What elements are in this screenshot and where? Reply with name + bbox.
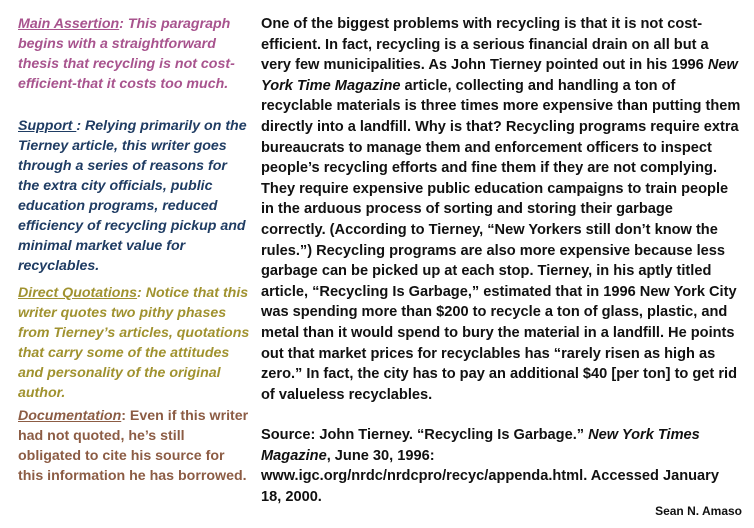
annotation-column: [18, 14, 250, 486]
note-label-support: Support: [18, 118, 77, 134]
note-text-main-assertion: : This paragraph begins with a straightforward thesis that recycling is not cost-efficient-that it costs too much.: [18, 16, 235, 92]
essay-text-part1: One of the biggest problems with recycling is that it is not cost-efficient. In fact, recycling is a serious financial drain on all but a very few municipalities. As John Tierney pointed out in his 1996: [261, 16, 709, 74]
source-suffix: , June 30, 1996: www.igc.org/nrdc/nrdcpro/recyc/appenda.html. Accessed January 18, 2000.: [261, 447, 719, 506]
note-text-direct-quotations: : Notice that this writer quotes two pithy phases from Tierney’s articles, quotations that carry some of the attitudes and personality of the original author.: [18, 285, 250, 401]
source-prefix: Source: John Tierney. “Recycling Is Garbage.”: [261, 427, 589, 444]
note-documentation: [18, 406, 250, 486]
note-text-documentation: : Even if this writer had not quoted, he’s still obligated to cite his source for this information he has borrowed.: [18, 408, 249, 484]
note-direct-quotations: [18, 283, 250, 403]
source-magazine-title: New York Times Magazine: [261, 427, 700, 464]
author-signature: Sean N. Amaso: [655, 504, 742, 518]
source-citation: [261, 425, 741, 507]
note-label-documentation: Documentation: [18, 408, 122, 424]
essay-text-part2: article, collecting and handling a ton of recyclable materials is three times more expensive than putting them directly into a landfill. Why is that? Recycling programs require extra bureaucrats to manage them and enforcement officers to inspect people’s recycling efforts and fine them if they are not complying. They require expensive public education campaigns to train people in the arduous process of sorting and storing their garbage correctly. (According to Tierney, “New Yorkers still don’t know the rules.”) Recycling programs are also more expensive because less garbage can be picked up at each stop. Tierney, in his aptly titled article, “Recycling Is Garbage,” estimated that in 1996 New York City was spending more than $200 to recycle a ton of glass, plastic, and metal than it would spend to bury the material in a landfill. He points out that market prices for recyclables has “rarely risen as high as zero.” In fact, the city has to pay an additional $40 [per ton] to get rid of valueless recyclables.: [261, 77, 741, 403]
note-support: [18, 116, 250, 276]
note-label-main-assertion: Main Assertion: [18, 16, 120, 32]
note-label-direct-quotations: Direct Quotations: [18, 285, 138, 301]
essay-magazine-title: New York Time Magazine: [261, 57, 738, 94]
essay-column: [261, 14, 741, 508]
note-main-assertion: [18, 14, 250, 94]
note-text-support: : Relying primarily on the Tierney article, this writer goes through a series of reasons for the extra city officials, public education programs, reduced efficiency of recycling pickup and minimal market value for recyclables.: [18, 118, 247, 274]
essay-paragraph: [261, 14, 741, 405]
